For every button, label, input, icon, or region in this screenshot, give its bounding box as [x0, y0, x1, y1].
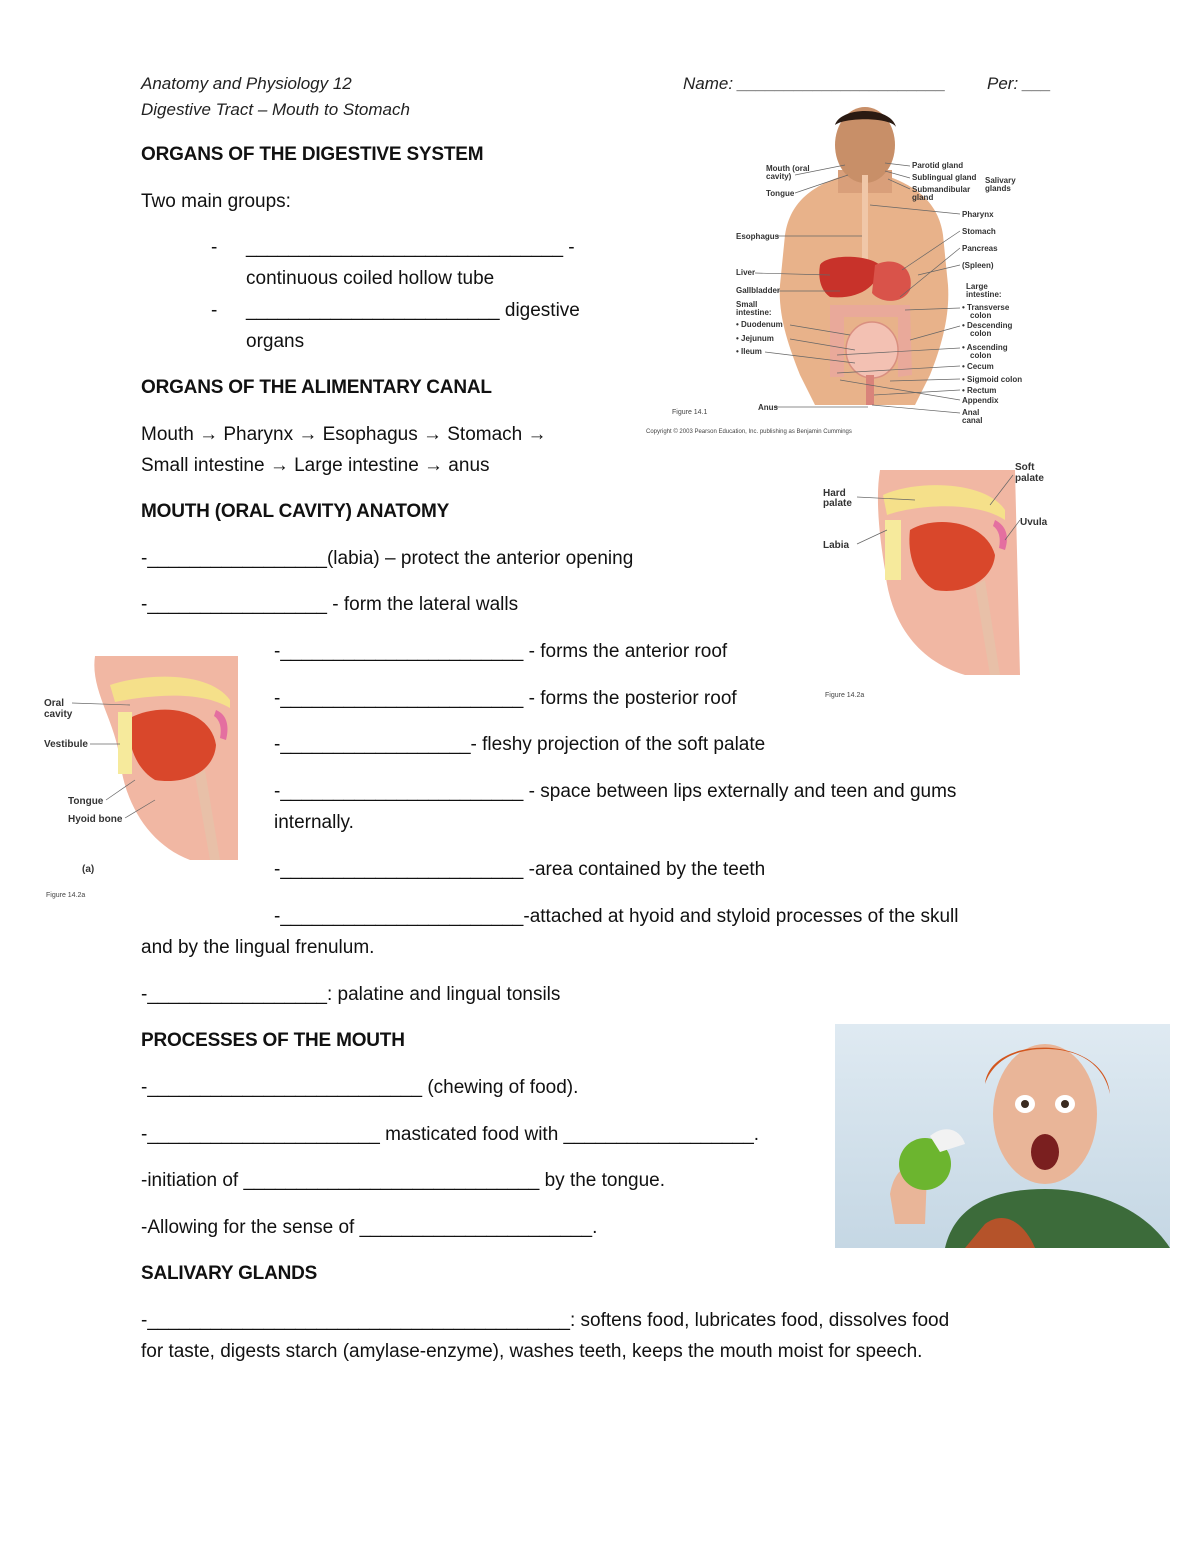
svg-text:Esophagus: Esophagus [736, 232, 780, 241]
name-field[interactable]: Name: ______________________ [683, 74, 946, 93]
svg-text:Anal: Anal [962, 408, 980, 417]
salivary-heading: SALIVARY GLANDS [141, 1263, 318, 1284]
svg-text:colon: colon [970, 351, 992, 360]
fill-blank-cheeks[interactable]: -_________________ - form the lateral walls [141, 594, 519, 615]
svg-text:Hyoid bone: Hyoid bone [68, 814, 123, 825]
rectum-shape [866, 375, 874, 405]
svg-text:• Sigmoid colon: • Sigmoid colon [962, 375, 1023, 384]
eating-apple-photo [835, 1024, 1170, 1248]
fill-blank-soft-palate[interactable]: -_______________________ - forms the posterior roof [274, 688, 737, 709]
svg-text:colon: colon [970, 329, 992, 338]
svg-text:Tongue: Tongue [766, 189, 795, 198]
fill-blank-saliva[interactable]: -________________________________________: softens food, lubricates food, dissolves food [141, 1310, 950, 1331]
figure-14-2a-caption: Figure 14.2a [46, 892, 86, 899]
svg-text:Submandibular: Submandibular [912, 185, 971, 194]
svg-text:palate: palate [823, 498, 852, 509]
svg-text:glands: glands [985, 184, 1011, 193]
svg-text:(Spleen): (Spleen) [962, 261, 994, 270]
canal-sequence-line2: Small intestine → Large intestine → anus [141, 455, 490, 476]
svg-text:• Duodenum: • Duodenum [736, 320, 783, 329]
palate-figure [815, 460, 1070, 705]
fill-blank-tongue[interactable]: -_______________________-attached at hyoid and styloid processes of the skull [274, 906, 959, 927]
svg-text:Oral: Oral [44, 698, 65, 709]
canal-heading: ORGANS OF THE ALIMENTARY CANAL [141, 377, 492, 398]
svg-text:cavity): cavity) [766, 172, 792, 181]
svg-text:Anus: Anus [758, 403, 778, 412]
svg-text:Sublingual gland: Sublingual gland [912, 173, 977, 182]
figure-14-2a-caption: Figure 14.2a [825, 692, 865, 699]
svg-text:gland: gland [912, 193, 934, 202]
figure-14-1-caption: Figure 14.1 [672, 409, 708, 416]
fill-blank-mixing[interactable]: -______________________ masticated food with __________________. [141, 1124, 760, 1145]
bullet-dash: - [211, 237, 218, 258]
figure-copyright: Copyright © 2003 Pearson Education, Inc. publishing as Benjamin Cummings [646, 429, 852, 435]
unit-title: Digestive Tract – Mouth to Stomach [141, 100, 410, 119]
organs-intro: Two main groups: [141, 191, 291, 212]
svg-text:intestine:: intestine: [966, 290, 1002, 299]
oral-cavity-figure [40, 650, 245, 905]
fill-blank-lips[interactable]: -_________________(labia) – protect the anterior opening [141, 548, 634, 569]
svg-text:Salivary: Salivary [985, 176, 1016, 185]
svg-text:Parotid gland: Parotid gland [912, 161, 964, 170]
svg-text:• Ascending: • Ascending [962, 343, 1008, 352]
svg-text:Large: Large [966, 282, 988, 291]
svg-text:Tongue: Tongue [68, 796, 104, 807]
svg-text:palate: palate [1015, 473, 1044, 484]
teeth-shape [118, 712, 132, 774]
fill-blank-oral-cavity[interactable]: -_______________________ -area contained by the teeth [274, 859, 766, 880]
svg-text:colon: colon [970, 311, 992, 320]
svg-text:• Jejunum: • Jejunum [736, 334, 774, 343]
fill-blank-vestibule[interactable]: -_______________________ - space between lips externally and teen and gums [274, 781, 957, 802]
svg-text:Soft: Soft [1015, 462, 1035, 473]
fill-blank-swallowing[interactable]: -initiation of ____________________________ by the tongue. [141, 1170, 666, 1191]
canal-sequence-line1: Mouth → Pharynx → Esophagus → Stomach → [141, 424, 547, 445]
svg-text:• Rectum: • Rectum [962, 386, 997, 395]
digestive-system-figure [640, 105, 1070, 440]
svg-text:intestine:: intestine: [736, 308, 772, 317]
svg-text:Appendix: Appendix [962, 396, 999, 405]
svg-text:Small: Small [736, 300, 758, 309]
svg-text:Mouth (oral: Mouth (oral [766, 164, 810, 173]
organs-item1-desc: continuous coiled hollow tube [246, 268, 495, 289]
svg-text:• Cecum: • Cecum [962, 362, 994, 371]
bullet-dash: - [211, 300, 218, 321]
period-field[interactable]: Per: ___ [987, 74, 1052, 93]
svg-text:Stomach: Stomach [962, 227, 996, 236]
organs-heading: ORGANS OF THE DIGESTIVE SYSTEM [141, 144, 484, 165]
svg-text:cavity: cavity [44, 709, 73, 720]
svg-text:Hard: Hard [823, 488, 846, 499]
course-title: Anatomy and Physiology 12 [141, 74, 352, 93]
fill-blank-alimentary[interactable]: ______________________________ - [246, 237, 575, 258]
fill-blank-tonsils[interactable]: -_________________: palatine and lingual tonsils [141, 984, 561, 1005]
teeth-shape [885, 520, 901, 580]
svg-text:• Descending: • Descending [962, 321, 1013, 330]
fill-blank-accessory[interactable]: ________________________ digestive [246, 300, 580, 321]
fill-blank-mastication[interactable]: -__________________________ (chewing of food). [141, 1077, 579, 1098]
svg-text:Gallbladder: Gallbladder [736, 286, 781, 295]
svg-text:• Ileum: • Ileum [736, 347, 762, 356]
saliva-functions: for taste, digests starch (amylase-enzyme), washes teeth, keeps the mouth moist for speech. [141, 1341, 923, 1362]
fill-blank-taste[interactable]: -Allowing for the sense of ______________________. [141, 1217, 598, 1238]
vestibule-continued: internally. [274, 812, 354, 833]
svg-text:Pharynx: Pharynx [962, 210, 994, 219]
organs-item2-desc: organs [246, 331, 305, 352]
svg-text:• Transverse: • Transverse [962, 303, 1010, 312]
fill-blank-hard-palate[interactable]: -_______________________ - forms the anterior roof [274, 641, 728, 662]
svg-text:Vestibule: Vestibule [44, 739, 88, 750]
svg-text:Pancreas: Pancreas [962, 244, 998, 253]
fill-blank-uvula[interactable]: -__________________- fleshy projection of the soft palate [274, 734, 766, 755]
mouth-heading: MOUTH (ORAL CAVITY) ANATOMY [141, 501, 450, 522]
svg-text:Uvula: Uvula [1020, 517, 1048, 528]
processes-heading: PROCESSES OF THE MOUTH [141, 1030, 405, 1051]
svg-text:Labia: Labia [823, 540, 850, 551]
open-mouth-shape [1031, 1134, 1059, 1170]
svg-text:(a): (a) [82, 864, 95, 875]
svg-text:Liver: Liver [736, 268, 756, 277]
tongue-continued: and by the lingual frenulum. [141, 937, 375, 958]
svg-text:canal: canal [962, 416, 983, 425]
